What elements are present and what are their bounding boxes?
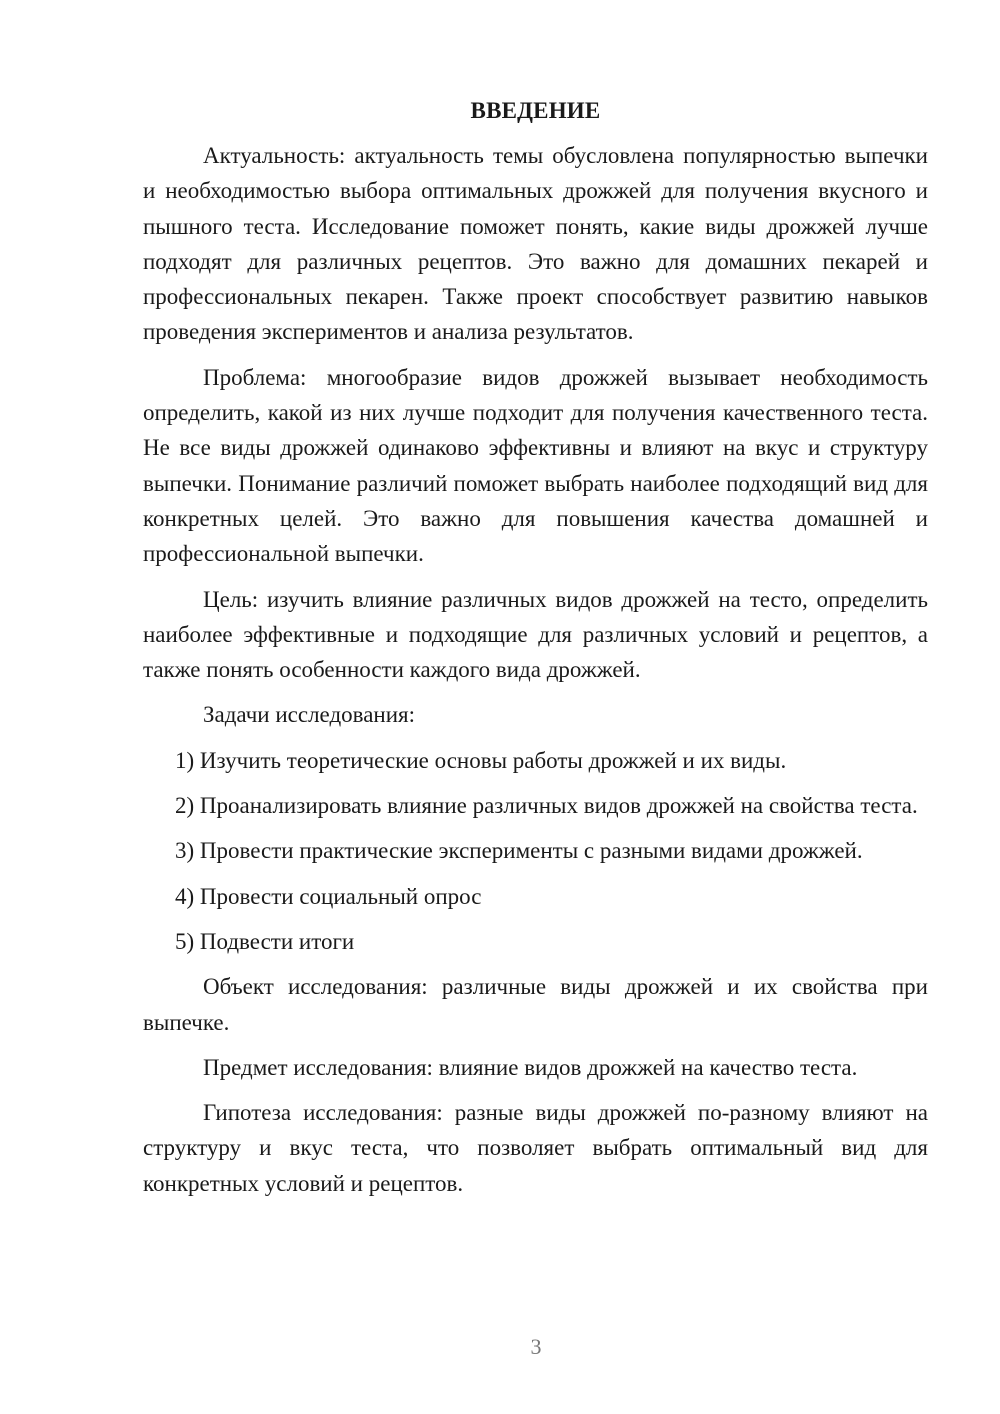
paragraph-problem: Проблема: многообразие видов дрожжей вызывает необходимость определить, какой из них лучше подходит для получения качественного теста. Не все виды дрожжей одинаково эффективны и влияют на вкус и структуру выпечки. Понимание различий поможет выбрать наиболее подходящий вид для конкретных целей. Это важно для повышения качества домашней и профессиональной выпечки. xyxy=(143,364,928,567)
task-item-2: 2) Проанализировать влияние различных видов дрожжей на свойства теста. xyxy=(175,793,918,819)
task-item-4: 4) Провести социальный опрос xyxy=(175,883,482,909)
task-item-5: 5) Подвести итоги xyxy=(175,928,355,954)
page-content xyxy=(143,96,928,1211)
paragraph-hypothesis: Гипотеза исследования: разные виды дрожжей по-разному влияют на структуру и вкус теста, что позволяет выбрать оптимальный вид для конкретных условий и рецептов. xyxy=(143,1100,928,1196)
paragraph-relevance: Актуальность: актуальность темы обусловлена популярностью выпечки и необходимостью выбора оптимальных дрожжей для получения вкусного и пышного теста. Исследование поможет понять, какие виды дрожжей лучше подходят для различных рецептов. Это важно для домашних пекарей и профессиональных пекарен. Также проект способствует развитию навыков проведения экспериментов и анализа результатов. xyxy=(143,143,928,345)
task-item-1: 1) Изучить теоретические основы работы дрожжей и их виды. xyxy=(175,747,787,773)
tasks-heading: Задачи исследования: xyxy=(203,702,416,728)
paragraph-subject: Предмет исследования: влияние видов дрожжей на качество теста. xyxy=(203,1054,858,1080)
page-title: ВВЕДЕНИЕ xyxy=(470,98,601,123)
paragraph-goal: Цель: изучить влияние различных видов дрожжей на тесто, определить наиболее эффективные и подходящие для различных условий и рецептов, а также понять особенности каждого вида дрожжей. xyxy=(143,586,928,683)
paragraph-object: Объект исследования: различные виды дрожжей и их свойства при выпечке. xyxy=(143,974,928,1035)
page-number: 3 xyxy=(530,1334,542,1359)
task-item-3: 3) Провести практические эксперименты с разными видами дрожжей. xyxy=(175,838,863,864)
